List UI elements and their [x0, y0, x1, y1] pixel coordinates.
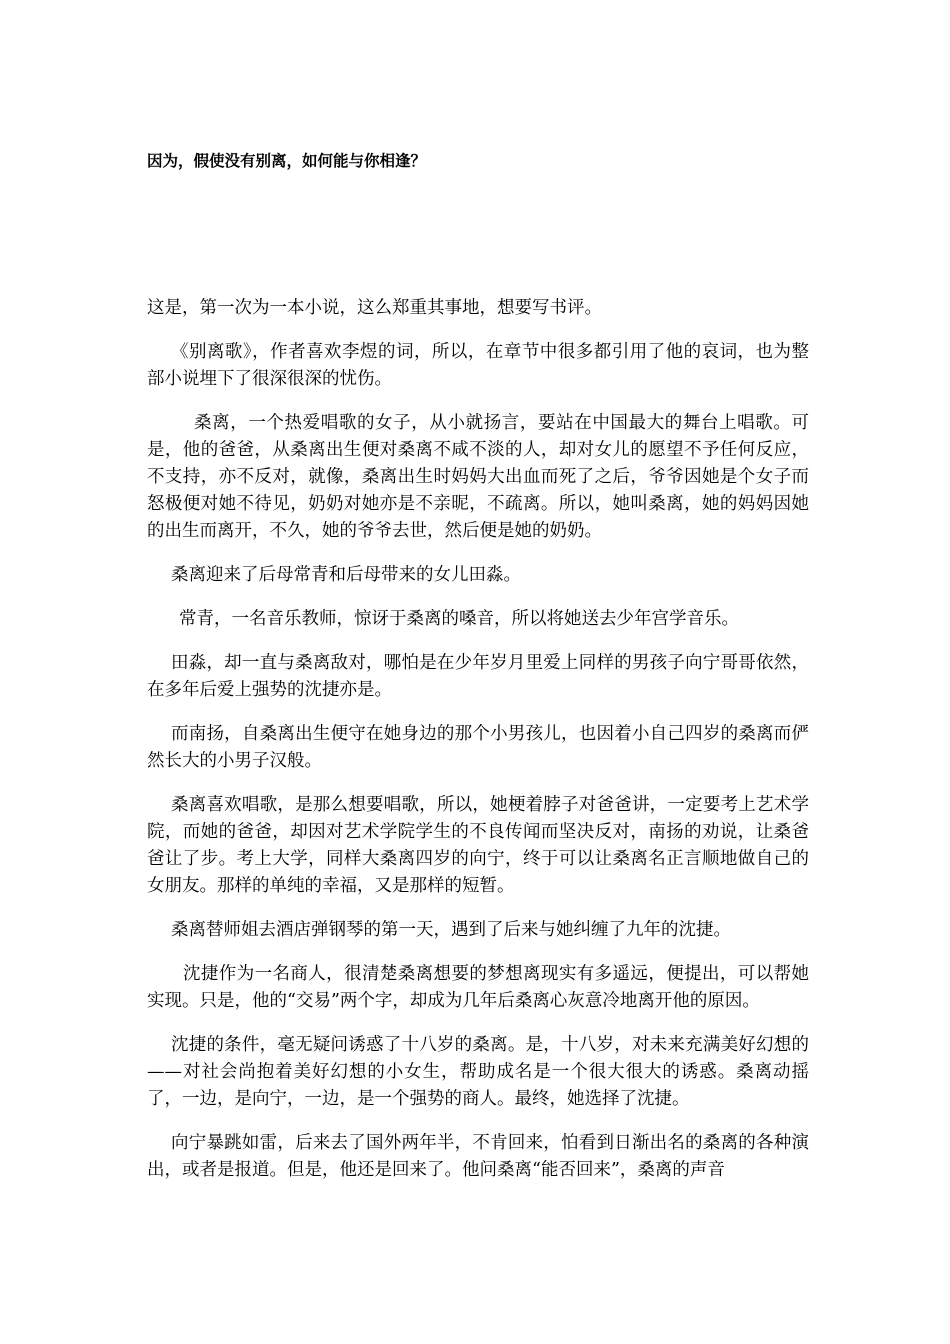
paragraph: 这是，第一次为一本小说，这么郑重其事地，想要写书评。	[147, 298, 602, 318]
paragraph: 田淼，却一直与桑离敌对，哪怕是在少年岁月里爱上同样的男孩子向宁哥哥依然，在多年后爱上强势的沈捷亦是。	[147, 653, 809, 700]
paragraph: 向宁暴跳如雷，后来去了国外两年半，不肯回来，怕看到日渐出名的桑离的各种演出，或者是报道。但是，他还是回来了。他问桑离“能否回来”，桑离的声音	[147, 1133, 809, 1180]
paragraph: 桑离，一个热爱唱歌的女子，从小就扬言，要站在中国最大的舞台上唱歌。可是，他的爸爸，从桑离出生便对桑离不咸不淡的人，却对女儿的愿望不予任何反应，不支持，亦不反对，就像，桑离出生时妈妈大出血而死了之后，爷爷因她是个女子而怒极便对她不待见，奶奶对她亦是不亲昵，不疏离。所以，她叫桑离，她的妈妈因她的出生而离开，不久，她的爷爷去世，然后便是她的奶奶。	[147, 413, 809, 541]
epigraph: 因为，假使没有别离，如何能与你相逢？	[147, 151, 427, 170]
paragraph: 《别离歌》，作者喜欢李煜的词，所以，在章节中很多都引用了他的哀词，也为整部小说埋下了很深很深的忧伤。	[147, 342, 809, 389]
paragraph: 桑离迎来了后母常青和后母带来的女儿田淼。	[171, 565, 521, 585]
paragraph: 而南扬，自桑离出生便守在她身边的那个小男孩儿，也因着小自己四岁的桑离而俨然长大的小男子汉般。	[147, 724, 809, 771]
paragraph: 沈捷的条件，毫无疑问诱惑了十八岁的桑离。是，十八岁，对未来充满美好幻想的——对社会尚抱着美好幻想的小女生，帮助成名是一个很大很大的诱惑。桑离动摇了，一边，是向宁，一边，是一个强势的商人。最终，她选择了沈捷。	[147, 1035, 809, 1109]
paragraph: 常青，一名音乐教师，惊讶于桑离的嗓音，所以将她送去少年宫学音乐。	[179, 609, 739, 629]
review-body	[147, 295, 809, 1201]
paragraph: 桑离替师姐去酒店弹钢琴的第一天，遇到了后来与她纠缠了九年的沈捷。	[171, 920, 731, 940]
paragraph: 桑离喜欢唱歌，是那么想要唱歌，所以，她梗着脖子对爸爸讲，一定要考上艺术学院，而她的爸爸，却因对艺术学院学生的不良传闻而坚决反对，南扬的劝说，让桑爸爸让了步。考上大学，同样大桑离四岁的向宁，终于可以让桑离名正言顺地做自己的女朋友。那样的单纯的幸福，又是那样的短暂。	[147, 795, 809, 896]
paragraph: 沈捷作为一名商人，很清楚桑离想要的梦想离现实有多遥远，便提出，可以帮她实现。只是，他的“交易”两个字，却成为几年后桑离心灰意冷地离开他的原因。	[147, 964, 809, 1011]
